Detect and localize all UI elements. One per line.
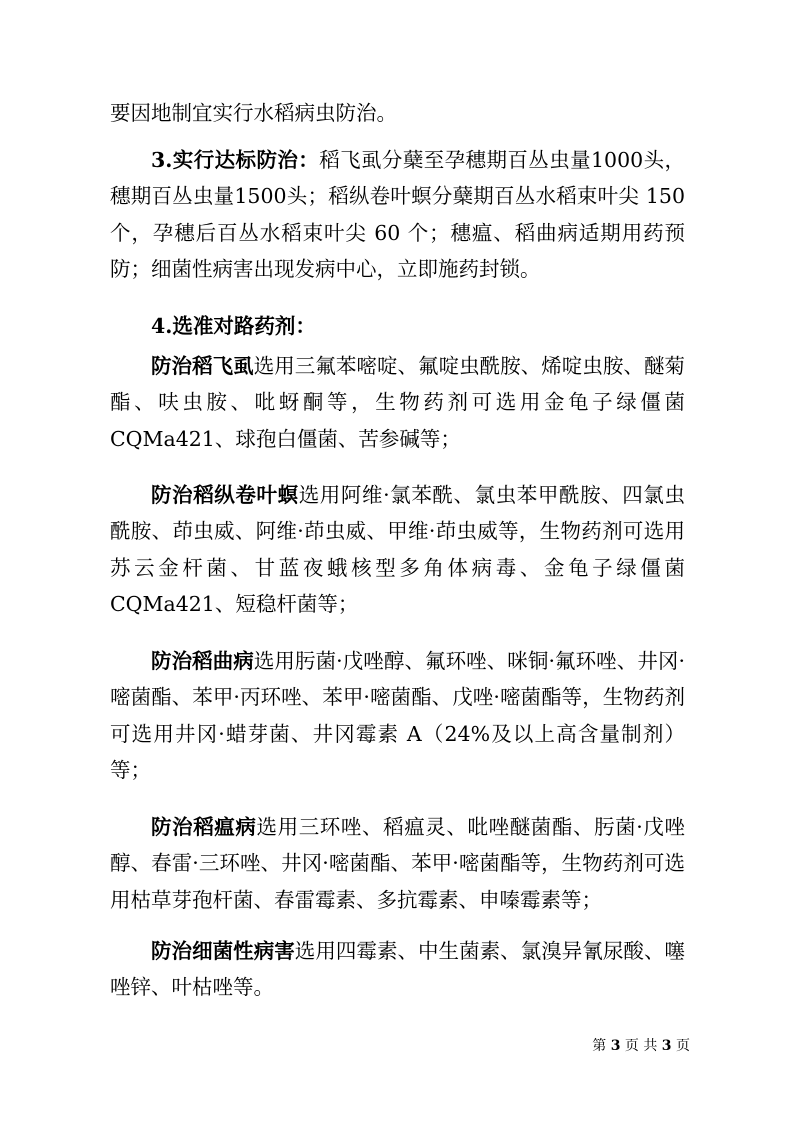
page-number-current: 3 [610,1038,621,1054]
paragraph-planthopper-text: 选用三氟苯嘧啶、氟啶虫酰胺、烯啶虫胺、醚菊酯、呋虫胺、吡蚜酮等，生物药剂可选用金龟子绿僵菌 CQMa421、球孢白僵菌、苦参碱等； [110,354,686,451]
paragraph-planthopper-heading: 防治稻飞虱 [151,354,254,378]
paragraph-select-pesticides [110,308,685,344]
paragraph-threshold-control [110,142,685,287]
paragraph-bacterial-disease-heading: 防治细菌性病害 [151,939,295,963]
paragraph-false-smut-heading: 防治稻曲病 [151,649,254,673]
paragraph-rice-blast [110,809,685,918]
page-number-prefix: 第 [592,1038,607,1054]
paragraph-leaffolder [110,477,685,622]
paragraph-rice-blast-text: 选用三环唑、稻瘟灵、吡唑醚菌酯、肟菌·戊唑醇、春雷·三环唑、井冈·嘧菌酯、苯甲·嘧菌酯等，生物药剂可选用枯草芽孢杆菌、春雷霉素、多抗霉素、申嗪霉素等； [110,815,686,912]
page-number-total: 3 [661,1038,672,1054]
paragraph-bacterial-disease-text: 选用四霉素、中生菌素、氯溴异氰尿酸、噻唑锌、叶枯唑等。 [110,939,686,1000]
paragraph-leaffolder-heading: 防治稻纵卷叶螟 [151,483,299,507]
paragraph-select-pesticides-heading: 4.选准对路药剂： [151,314,316,338]
paragraph-0 [110,95,685,131]
page-number-suffix: 页 [676,1038,690,1054]
paragraph-leaffolder-text: 选用阿维·氯苯酰、氯虫苯甲酰胺、四氯虫酰胺、茚虫威、阿维·茚虫威、甲维·茚虫威等，生物药剂可选用苏云金杆菌、甘蓝夜蛾核型多角体病毒、金龟子绿僵菌 CQMa421、短稳杆菌等； [110,483,686,616]
paragraph-threshold-control-text: 稻飞虱分蘖至孕穗期百丛虫量1000头，穗期百丛虫量1500头；稻纵卷叶螟分蘖期百丛水稻束叶尖 150个，孕穗后百丛水稻束叶尖 60 个；穗瘟、稻曲病适期用药预防；细菌性病害出现发病中心，立即施药封锁。 [110,148,686,281]
paragraph-0-text: 要因地制宜实行水稻病虫防治。 [110,101,397,125]
paragraph-rice-blast-heading: 防治稻瘟病 [151,815,257,839]
paragraph-threshold-control-heading: 3.实行达标防治： [151,148,320,172]
paragraph-bacterial-disease [110,933,685,1006]
paragraph-false-smut-text: 选用肟菌·戊唑醇、氟环唑、咪铜·氟环唑、井冈·嘧菌酯、苯甲·丙环唑、苯甲·嘧菌酯、戊唑·嘧菌酯等，生物药剂可选用井冈·蜡芽菌、井冈霉素 A（24%及以上高含量制剂）等； [110,649,685,782]
paragraph-planthopper [110,348,685,457]
page-number-footer [560,1035,690,1055]
paragraph-false-smut [110,643,685,788]
page-number-middle: 页 共 [624,1038,658,1054]
